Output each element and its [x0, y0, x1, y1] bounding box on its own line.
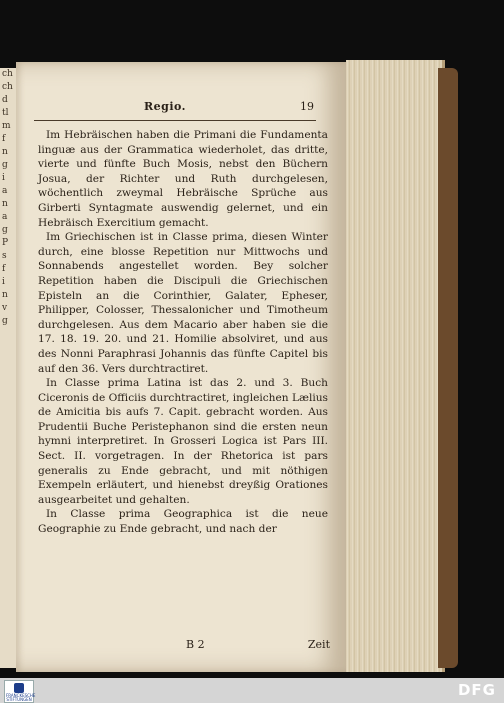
signature-mark: B 2 [186, 638, 205, 651]
catchword: Zeit [307, 638, 330, 651]
left-fragment-line: i [2, 173, 5, 183]
paragraph-hebrew: Im Hebräischen haben die Primani die Fundamenta linguæ aus der Grammatica wiederholet, das dritte, vierte und fünfte Buch Mosis, nebst den Büchern Josua, der Richter und Ruth durchgelesen, wöchentlich zweymal Hebräische Sprüche aus Girberti Syntagmate auswendig gelernet, und ein Hebräisch Exercitium gemacht. [38, 129, 328, 229]
library-logo-caption: FRANCKESCHE STIFTUNGEN [6, 693, 36, 702]
left-fragment-line: n [2, 290, 8, 300]
left-fragment-line: v [2, 303, 8, 313]
viewer-footer-bar [0, 678, 504, 703]
left-fragment-line: a [2, 212, 8, 222]
book-scan [0, 28, 466, 678]
paragraph-geography: In Classe prima Geographica ist die neue Geographie zu Ende gebracht, und nach der [38, 508, 328, 536]
left-fragment-line: a [2, 186, 8, 196]
left-fragment-line: n [2, 147, 8, 157]
paragraph-latin: In Classe prima Latina ist das 2. und 3. Buch Ciceronis de Officiis durchtractiret, ingleichen Lælius de Amicitia bis aufs 7. Capit. gebracht worden. Aus Prudentii Buche Peristephanon sind die ersten neun hymni interpretiret. In Grosseri Logica ist Pars III. Sect. II. vorgetragen. In der Rhetorica ist pars generalis zu Ende gebracht, und mit nöthigen Exempeln erläutert, und hienebst dreyßig Orationes ausgearbeitet und gehalten. [38, 377, 328, 506]
dfg-logo: DFG [457, 681, 496, 699]
left-fragment-line: g [2, 225, 8, 235]
page-edges [346, 60, 445, 672]
left-fragment-line: d [2, 95, 8, 105]
left-fragment-line: n [2, 199, 8, 209]
book-cover-edge [438, 68, 458, 668]
left-fragment-line: g [2, 316, 8, 326]
paragraph-greek: Im Griechischen ist in Classe prima, diesen Winter durch, eine blosse Repetition nur Mittwochs und Sonnabends angestellet worden. Bey solcher Repetition haben die Discipuli die Griechischen Episteln an die Corinthier, Galater, Epheser, Philipper, Colosser, Thessalonicher und Timotheum durchgelesen. Aus dem Macario aber haben sie die 17. 18. 19. 20. und 21. Homilie absolviret, und aus des Nonni Paraphrasi Johannis das fünfte Capitel bis auf den 36. Vers durchtractiret. [38, 231, 328, 375]
left-fragment-line: f [2, 134, 6, 144]
left-fragment-line: f [2, 264, 6, 274]
page-number: 19 [300, 100, 314, 113]
body-text [38, 128, 328, 537]
right-page [16, 62, 346, 672]
running-title: Regio. [144, 100, 186, 113]
left-fragment-line: g [2, 160, 8, 170]
left-fragment-line: ch [2, 82, 13, 92]
left-fragment-line: s [2, 251, 7, 261]
page-footer [38, 638, 330, 654]
left-fragment-line: P [2, 238, 9, 248]
library-logo [4, 680, 34, 703]
left-fragment-line: m [2, 121, 11, 131]
left-fragment-line: i [2, 277, 5, 287]
left-fragment-line: ch [2, 69, 13, 79]
crest-icon [14, 683, 24, 693]
header-rule [34, 120, 316, 121]
left-fragment-line: tl [2, 108, 9, 118]
